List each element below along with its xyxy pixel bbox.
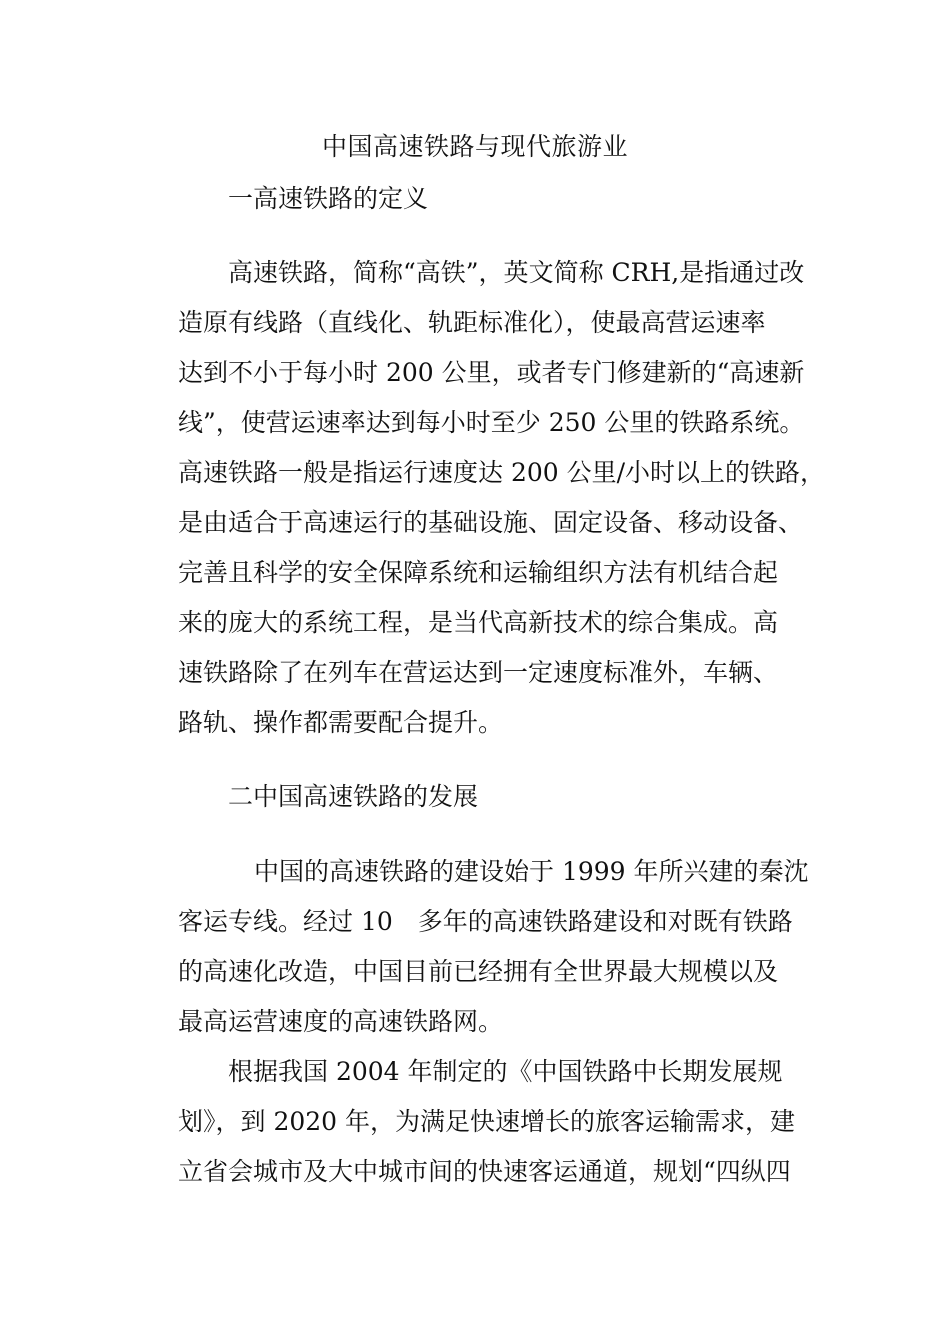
paragraph-line: 的高速化改造，中国目前已经拥有全世界最大规模以及 [178, 957, 779, 986]
paragraph-line: 立省会城市及大中城市间的快速客运通道，规划“四纵四 [178, 1157, 791, 1186]
paragraph-line: 是由适合于高速运行的基础设施、固定设备、移动设备、 [178, 508, 804, 537]
paragraph-line: 最高运营速度的高速铁路网。 [178, 1007, 504, 1036]
paragraph-line: 达到不小于每小时 200 公里，或者专门修建新的“高速新 [178, 358, 805, 387]
paragraph-line: 造原有线路（直线化、轨距标准化），使最高营运速率 [178, 308, 766, 337]
section-heading-development: 二中国高速铁路的发展 [228, 782, 479, 811]
paragraph-line: 高速铁路一般是指运行速度达 200 公里/小时以上的铁路， [178, 458, 826, 487]
paragraph-line: 划》，到 2020 年，为满足快速增长的旅客运输需求，建 [178, 1107, 796, 1136]
paragraph-line: 路轨、操作都需要配合提升。 [178, 708, 504, 737]
section-heading-definition: 一高速铁路的定义 [228, 184, 429, 213]
document-title: 中国高速铁路与现代旅游业 [321, 132, 628, 161]
paragraph-line: 根据我国 2004 年制定的《中国铁路中长期发展规 [228, 1057, 783, 1086]
paragraph-line: 客运专线。经过 10 多年的高速铁路建设和对既有铁路 [178, 907, 793, 936]
paragraph-line: 线”，使营运速率达到每小时至少 250 公里的铁路系统。 [178, 408, 805, 437]
paragraph-line: 完善且科学的安全保障系统和运输组织方法有机结合起 [178, 558, 779, 587]
paragraph-line: 中国的高速铁路的建设始于 1999 年所兴建的秦沈 [254, 857, 809, 886]
paragraph-line: 来的庞大的系统工程，是当代高新技术的综合集成。高 [178, 608, 779, 637]
paragraph-line: 速铁路除了在列车在营运达到一定速度标准外，车辆、 [178, 658, 779, 687]
paragraph-line: 高速铁路，简称“高铁”，英文简称 CRH,是指通过改 [228, 258, 805, 287]
